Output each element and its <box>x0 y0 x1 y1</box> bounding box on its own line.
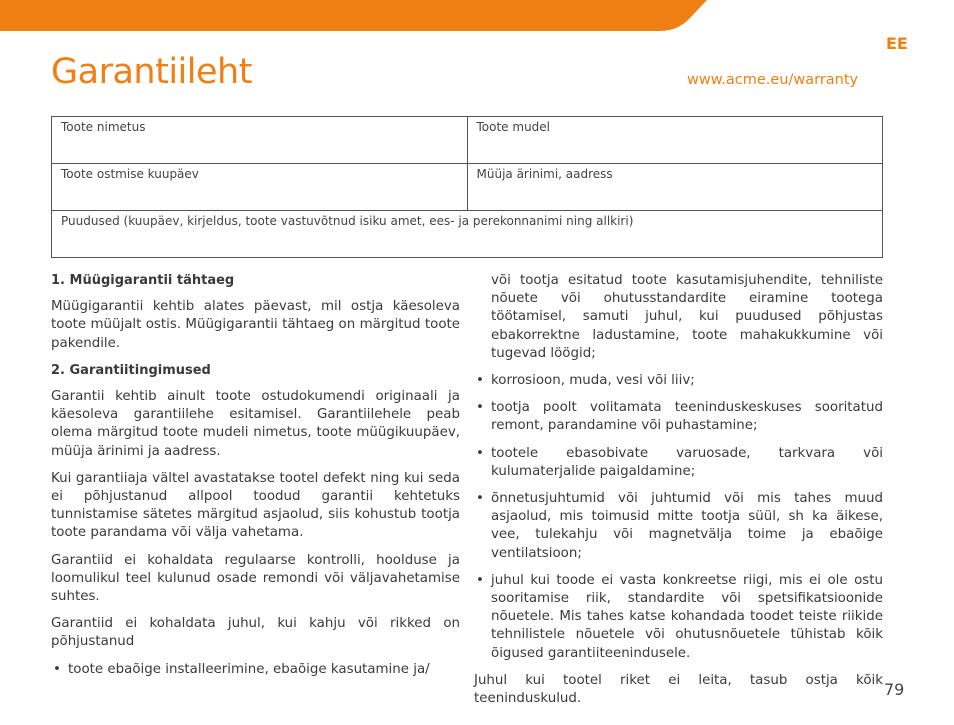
page-number: 79 <box>884 680 905 699</box>
list-item-text: toote ebaõige installeerimine, ebaõige kasutamine ja/ <box>68 661 430 677</box>
right-column <box>474 272 883 717</box>
bullet-icon: • <box>476 400 484 416</box>
final-paragraph: Juhul kui tootel riket ei leita, tasub ostja kõik teeninduskulud. <box>474 672 883 707</box>
list-item-text: tootele ebasobivate varuosade, tarkvara või kulumaterjalide paigaldamine; <box>491 445 883 479</box>
list-item-text: või tootja esitatud toote kasutamisjuhendite, tehniliste nõuete või ohutusstandardite eiramine tootega töötamisel, samuti juhul, kui puudused põhjustas ebakorrektne ladustamine, toote mahakukkumine või tugevad löögid; <box>491 273 883 361</box>
bullet-icon: • <box>476 445 484 461</box>
list-item-text: tootja poolt volitamata teeninduskeskuses sooritatud remont, parandamine või puhastamine; <box>491 400 883 434</box>
paragraph: Garantii kehtib ainult toote ostudokumendi originaali ja käesoleva garantiilehe esitamisel. Garantiilehele peab olema märgitud toote mudeli nimetus, toote müügikuupäev, müüja ärinimi ja aadress. <box>51 389 460 459</box>
bullet-icon: • <box>53 661 61 677</box>
list-item <box>474 572 883 663</box>
warranty-url-link[interactable]: www.acme.eu/warranty <box>687 72 859 88</box>
list-item <box>474 490 883 563</box>
exclusion-list <box>51 661 460 679</box>
bullet-icon: • <box>476 572 484 588</box>
list-item-text: juhul kui toode ei vasta konkreetse riigi, mis ei ole ostu sooritamise riik, standardite või spetsifikatsioonide nõuetele. Mis tahes katse kohandada toodet teiste riikide tehnilistele nõuetele või ohutusnõuetele tühistab kõik õigused garantiiteenindusele. <box>491 572 883 661</box>
list-item <box>474 445 883 481</box>
defects-field[interactable]: Puudused (kuupäev, kirjeldus, toote vastuvõtnud isiku amet, ees- ja perekonnanimi ning allkiri) <box>52 211 883 258</box>
section-heading: 2. Garantiitingimused <box>51 362 211 378</box>
bullet-icon: • <box>476 491 484 507</box>
bullet-icon: • <box>476 373 484 389</box>
page-title: Garantiileht <box>51 52 252 92</box>
paragraph: Garantiid ei kohaldata juhul, kui kahju või rikked on põhjustanud <box>51 616 460 650</box>
paragraph: Müügigarantii kehtib alates päevast, mil ostja käesoleva toote müüjalt ostis. Müügigarantii tähtaeg on märgitud toote pakendile. <box>51 299 460 351</box>
product-name-field[interactable]: Toote nimetus <box>52 117 468 164</box>
section-heading: 1. Müügigarantii tähtaeg <box>51 273 235 288</box>
left-column <box>51 272 460 688</box>
language-tag: EE <box>886 34 908 53</box>
list-item <box>474 399 883 435</box>
paragraph: Garantiid ei kohaldata regulaarse kontrolli, hoolduse ja loomulikul teel kulunud osade remondi või väljavahetamise suhtes. <box>51 552 460 605</box>
product-model-field[interactable]: Toote mudel <box>467 117 883 164</box>
list-item <box>474 372 883 390</box>
seller-field[interactable]: Müüja ärinimi, aadress <box>467 164 883 211</box>
list-item-text: korrosioon, muda, vesi või liiv; <box>491 373 695 389</box>
paragraph: Kui garantiiaja vältel avastatakse tootel defekt ning kui seda ei põhjustanud allpool toodud garantii kehtetuks tunnistamise sätetes märgitud asjaolud, siis kohustub tootja toote parandama või välja vahetama. <box>51 470 460 541</box>
list-item-text: õnnetusjuhtumid või juhtumid või mis tahes muud asjaolud, mis toimusid mitte tootja süül, sh ka äikese, vee, tulekahju või magnetvälja toime ja ebaõige ventilatsioon; <box>491 491 883 561</box>
header-orange-band <box>0 0 954 34</box>
exclusion-list-continued <box>474 272 883 663</box>
warranty-form-table <box>51 116 883 258</box>
list-item <box>51 661 460 679</box>
purchase-date-field[interactable]: Toote ostmise kuupäev <box>52 164 468 211</box>
list-item <box>474 272 883 363</box>
